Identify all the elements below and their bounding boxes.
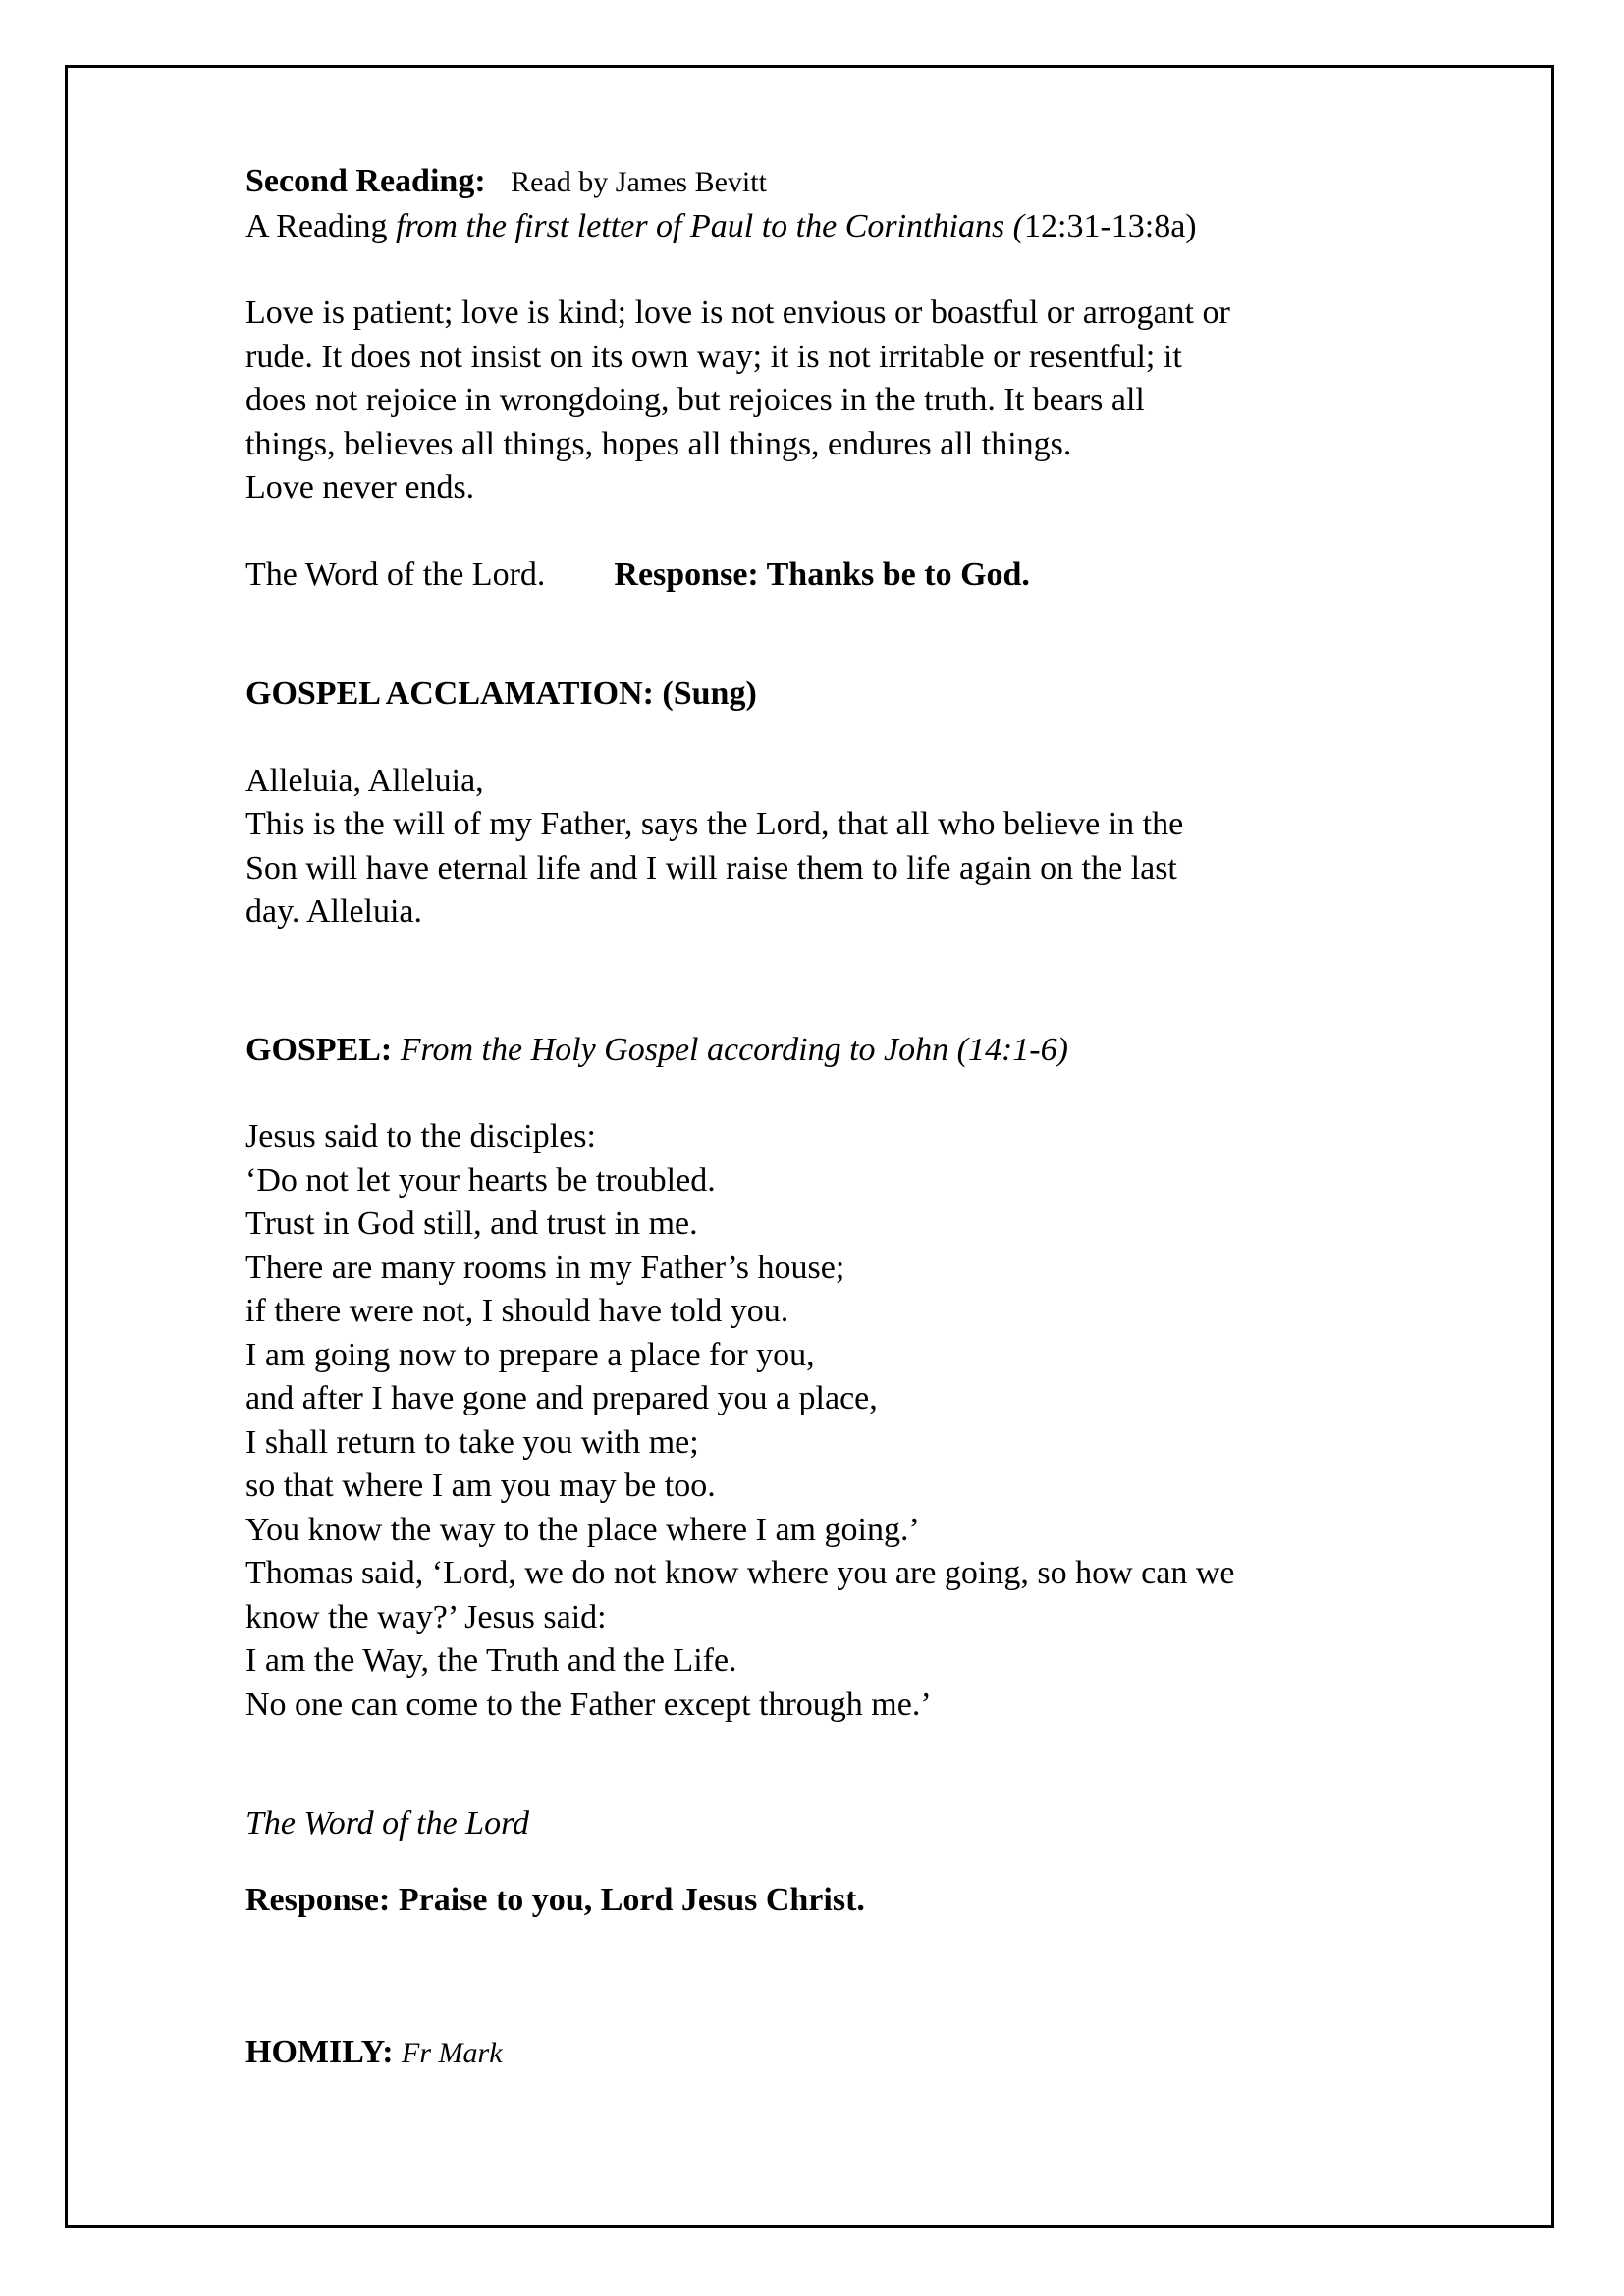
- gospel-line: Trust in God still, and trust in me.: [245, 1205, 698, 1242]
- reading-line: Love is patient; love is kind; love is not envious or boastful or arrogant or: [245, 294, 1230, 331]
- gospel-line: know the way?’ Jesus said:: [245, 1598, 607, 1635]
- reading-line: does not rejoice in wrongdoing, but rejoices in the truth. It bears all: [245, 382, 1145, 418]
- second-reading-body: [245, 292, 1424, 510]
- acclamation-line: This is the will of my Father, says the Lord, that all who believe in the: [245, 806, 1184, 842]
- second-reading-header: [245, 160, 1424, 205]
- second-reading-response: Response: Thanks be to God.: [614, 556, 1030, 593]
- acclamation-heading: GOSPEL ACCLAMATION: (Sung): [245, 675, 757, 712]
- document-content: [245, 160, 1424, 2076]
- gospel-header: [245, 1029, 1424, 1073]
- gospel-line: I shall return to take you with me;: [245, 1423, 699, 1461]
- homily-row: [245, 2031, 1424, 2076]
- gospel-line: There are many rooms in my Father’s house;: [245, 1249, 845, 1286]
- homily-heading: HOMILY:: [245, 2034, 394, 2070]
- reading-line: rude. It does not insist on its own way; it is not irritable or resentful; it: [245, 338, 1182, 375]
- homily-speaker: Fr Mark: [402, 2037, 503, 2069]
- gospel-line: Thomas said, ‘Lord, we do not know where you are going, so how can we: [245, 1555, 1235, 1591]
- reading-intro-ref: 12:31-13:8a): [1024, 207, 1197, 244]
- gospel-line: You know the way to the place where I am going.’: [245, 1511, 920, 1548]
- reading-intro-prefix: A Reading: [245, 207, 396, 244]
- reading-intro: [245, 205, 1424, 249]
- gospel-line: and after I have gone and prepared you a place,: [245, 1380, 878, 1416]
- gospel-line: ‘Do not let your hearts be troubled.: [245, 1161, 716, 1199]
- gospel-line: I am the Way, the Truth and the Life.: [245, 1642, 737, 1679]
- acclamation-line: Alleluia, Alleluia,: [245, 762, 484, 799]
- acclamation-line: Son will have eternal life and I will raise them to life again on the last: [245, 849, 1177, 886]
- gospel-response: Response: Praise to you, Lord Jesus Christ.: [245, 1881, 865, 1918]
- second-reading-closing-row: [245, 554, 1424, 598]
- gospel-heading: GOSPEL:: [245, 1031, 393, 1068]
- gospel-line: if there were not, I should have told you.: [245, 1293, 789, 1329]
- acclamation-body: [245, 760, 1424, 934]
- second-reading-heading: Second Reading:: [245, 163, 486, 199]
- gospel-line: Jesus said to the disciples:: [245, 1118, 596, 1154]
- gospel-closing: The Word of the Lord: [245, 1805, 530, 1842]
- gospel-source: From the Holy Gospel according to John (14:1-6): [400, 1031, 1068, 1068]
- reading-line: things, believes all things, hopes all things, endures all things.: [245, 425, 1072, 462]
- gospel-body: [245, 1115, 1424, 1727]
- gospel-line: No one can come to the Father except through me.’: [245, 1685, 932, 1723]
- gospel-line: I am going now to prepare a place for you,: [245, 1336, 815, 1373]
- reading-intro-source: from the first letter of Paul to the Corinthians (: [395, 207, 1024, 244]
- reader-credit: Read by James Bevitt: [511, 166, 767, 198]
- reading-line: Love never ends.: [245, 469, 475, 506]
- word-of-lord-text: The Word of the Lord.: [245, 556, 546, 593]
- gospel-line: so that where I am you may be too.: [245, 1468, 716, 1504]
- acclamation-line: day. Alleluia.: [245, 893, 423, 930]
